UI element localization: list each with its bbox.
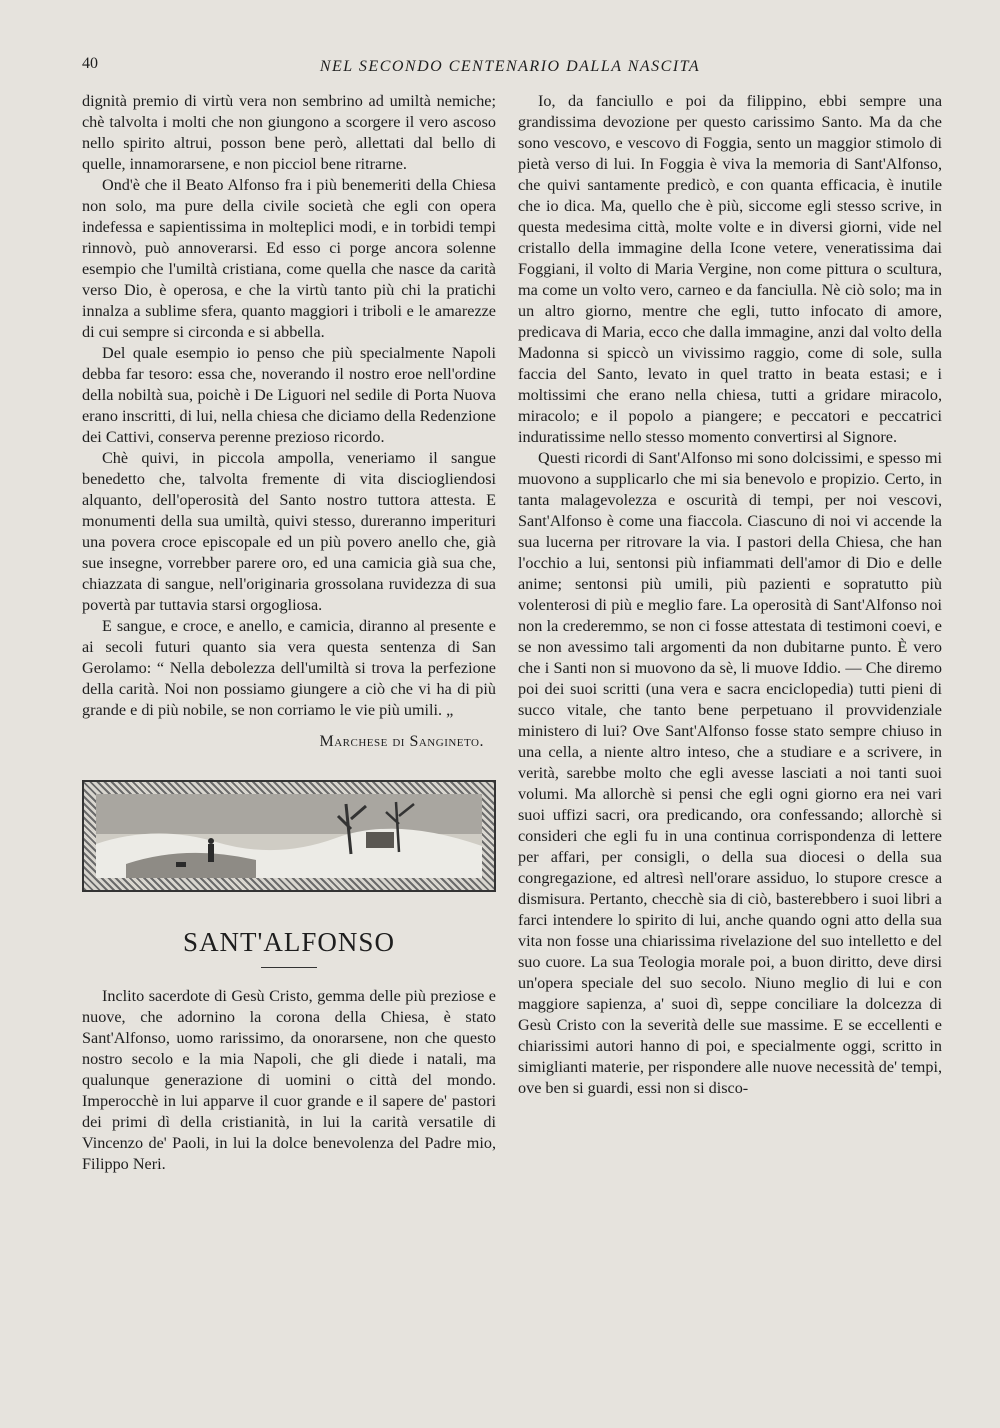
title-divider <box>261 967 317 968</box>
landscape-scene <box>96 794 482 878</box>
article-title: SANT'ALFONSO <box>183 927 395 957</box>
left-column <box>82 91 496 1175</box>
paragraph: Questi ricordi di Sant'Alfonso mi sono dolcissimi, e spesso mi muovono a supplicarlo che mi sia benevolo e propizio. Certo, in tanta malagevolezza e oscurità di tempi, per noi vescovi, Sant'Alfonso è come una fiaccola. Ciascuno di noi vi accende la sua lucerna per ritrovare la via. I pastori della Chiesa, che han l'occhio a lui, sentonsi più infiammati dell'amor di Dio e delle anime; sentonsi più umili, più pazienti e sopratutto più volenterosi di più e meglio fare. La operosità di Sant'Alfonso noi non la crederemmo, se non ci fosse attestata di testimoni coevi, e se non avessimo tali argomenti da non dubitarne punto. È vero che i Santi non si muovono da sè, li muove Iddio. — Che diremo poi dei suoi scritti (una vera e sacra enciclopedia) tutti pieni di succo vitale, che tanto bene perpetuano il provvidenziale ministero di lui? Ove Sant'Alfonso fosse stato sempre chiuso in una cella, a niente altro inteso, che a studiare e a scrivere, in verità, sarebbe molto che egli avesse lasciati a noi tanti suoi volumi. Ma allorchè si pensi che egli ogni giorno era nei vari suoi uffizi sacri, ora predicando, ora confessando; allorchè si consideri che egli fu in una continua corrispondenza di lettere per affari, per consigli, o della sua diocesi o della sua congregazione, ed altresì nell'orare assiduo, lo stupore cresce a dismisura. Pertanto, checchè sia di ciò, basterebbero i suoi libri a farci intendere lo spirito di lui, anche quando ogni atto della sua vita non fosse una chiarissima rivelazione del suo intelletto e del suo cuore. La sua Teologia morale poi, a buon diritto, deve dirsi un'opera speciale del suo secolo. Niuno meglio di lui e con maggiore sapienza, a' suoi dì, seppe conciliare la dolcezza di Gesù Cristo con la severità delle sue massime. E se eccellenti e chiarissimi autori hanno di poi, e specialmente oggi, scritto in simiglianti materie, per rispondere alle nuove necessità de' tempi, ove ben si guardi, essi non si disco- <box>518 449 942 1097</box>
running-title: NEL SECONDO CENTENARIO DALLA NASCITA <box>319 58 701 75</box>
paragraph: E sangue, e croce, e anello, e camicia, diranno al presente e ai secoli futuri quanto sia vera questa sentenza di San Gerolamo: “ Nella debolezza dell'umiltà si trova la perfezione della carità. Noi non possiamo giungere a ciò che vi ha di più grande e di più nobile, se non corriamo le vie più umili. „ <box>82 617 496 719</box>
paragraph: dignità premio di virtù vera non sembrino ad umiltà nemiche; chè talvolta i molti che non giungono a scorgere il vero ascoso nello spirito altrui, posson bene però, allettati dal bello di quelle, innamorarsene, e non picciol bene ritrarne. <box>82 92 496 173</box>
paragraph: Io, da fanciullo e poi da filippino, ebbi sempre una grandissima devozione per questo carissimo Santo. Ma da che sono vescovo, e vescovo di Foggia, sento un maggior stimolo di pietà verso di lui. In Foggia è viva la memoria di Sant'Alfonso, che quivi santamente predicò, e con quanta efficacia, è inutile che io dica. Ma, quello che è più, siccome egli stesso scrive, in questa medesima città, molte volte e in diversi giorni, vide nel cristallo della immagine della Icone vetere, veneratissima dai Foggiani, il volto di Maria Vergine, non come pittura o scultura, ma come un volto vero, carneo e da fanciulla. Nè ciò solo; ma in un altro giorno, mentre che egli, tutto infocato di amore, predicava di Maria, ecco che dalla immagine, anzi dal volto della Madonna si spiccò un vivissimo raggio, come di sole, sulla faccia del Santo, levato in quel tratto in beata estasi; e i moltissimi che erano nella chiesa, tutti a gridare miracolo, miracolo; e il popolo a piangere; e peccatori e peccatrici induratissime nello stesso momento convertirsi al Signore. <box>518 92 942 446</box>
author-signature: Marchese di Sangineto. <box>319 733 484 750</box>
page-number: 40 <box>82 55 98 72</box>
paragraph: Inclito sacerdote di Gesù Cristo, gemma delle più preziose e nuove, che adornino la corona della Chiesa, è stato Sant'Alfonso, uomo rarissimo, da onorarsene, non che questo nostro secolo e la mia Napoli, che gli diede i natali, ma qualunque generazione di uomini o città del mondo. Imperocchè in lui apparve il cuor grande e il sapere de' pastori dei primi dì della cristianità, in lui la carità versatile di Vincenzo de' Paoli, in lui la dolce benevolenza del Padre mio, Filippo Neri. <box>82 987 496 1173</box>
paragraph: Ond'è che il Beato Alfonso fra i più benemeriti della Chiesa non solo, ma pure della civile società che egli con opera indefessa e sapientissima in molteplici modi, e in torbidi tempi rinnovò, può annoverarsi. Ed esso ci porge ancora solenne esempio che l'umiltà cristiana, come quella che nasce da carità verso Dio, è operosa, e che la virtù tanto più chi la pratichi innalza a sublime sfera, quanto maggiori i triboli e le amarezze di cui sempre si circonda e si abbella. <box>82 176 496 341</box>
paragraph: Del quale esempio io penso che più specialmente Napoli debba far tesoro: essa che, noverando il nostro eroe nell'ordine della nobiltà sua, poichè i De Liguori nel sedile di Porta Nuova erano inscritti, di lui, nella chiesa che diciamo della Redenzione dei Cattivi, conserva perenne prezioso ricordo. <box>82 344 496 446</box>
winter-landscape-engraving <box>82 780 496 892</box>
right-column <box>518 91 942 1099</box>
paragraph: Chè quivi, in piccola ampolla, veneriamo il sangue benedetto che, talvolta fremente di vita disciogliendosi alquanto, dell'operosità del Santo nostro tuttora attesta. E monumenti della sua umiltà, quivi stesso, dureranno imperituri una povera croce episcopale ed un più povero anello che, già sue insegne, vorrebber parere oro, ed una camicia già sua che, chiazzata di sangue, nell'originaria grossolana ruvidezza di sua povertà par tuttavia starsi orgogliosa. <box>82 449 496 614</box>
